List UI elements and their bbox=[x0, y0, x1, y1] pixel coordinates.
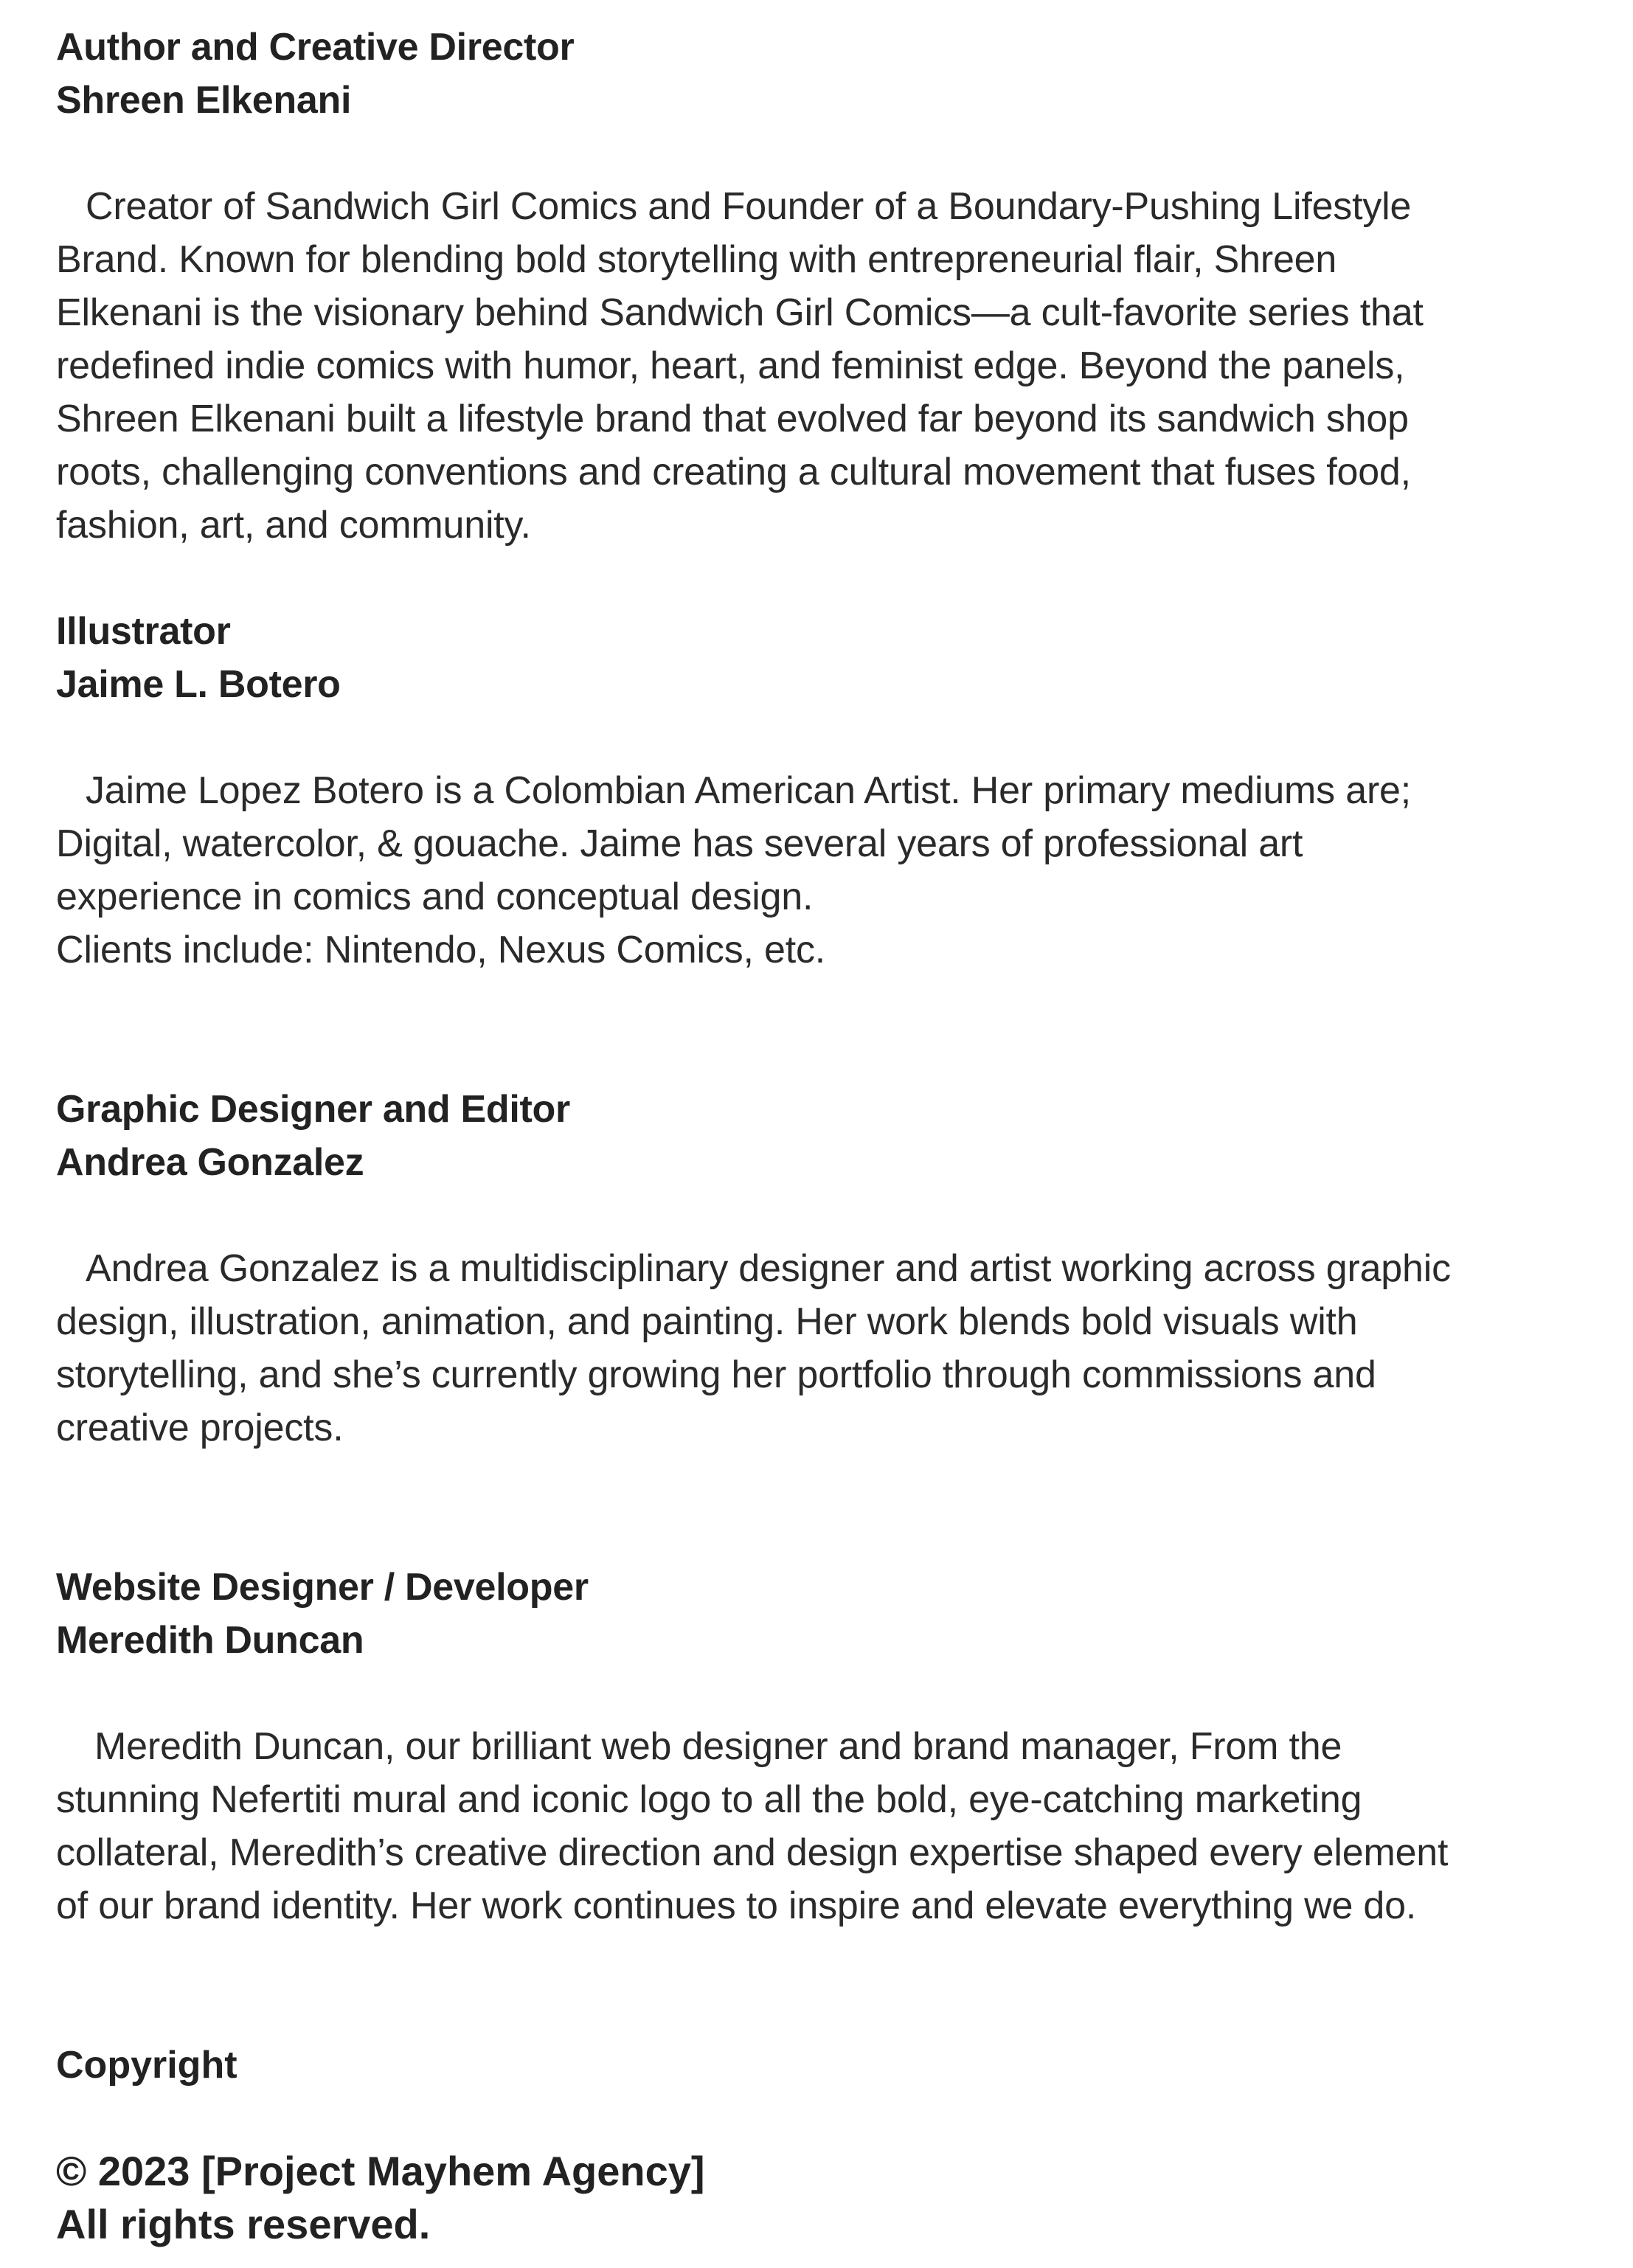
bio-line: Jaime Lopez Botero is a Colombian American Artist. Her primary mediums are; bbox=[86, 769, 1412, 812]
role-title: Author and Creative Director bbox=[56, 26, 575, 69]
bio-line: experience in comics and conceptual design. bbox=[56, 875, 814, 918]
role-title: Website Designer / Developer bbox=[56, 1566, 589, 1609]
bio-line: Andrea Gonzalez is a multidisciplinary designer and artist working across graphic bbox=[86, 1247, 1451, 1290]
copyright-section bbox=[56, 2039, 1590, 2251]
bio-paragraph bbox=[56, 764, 1590, 977]
bio-line: stunning Nefertiti mural and iconic logo to all the bold, eye-catching marketing bbox=[56, 1778, 1362, 1821]
bio-line: Digital, watercolor, & gouache. Jaime has several years of professional art bbox=[56, 822, 1303, 865]
bio-line: fashion, art, and community. bbox=[56, 504, 531, 547]
copyright-title: Copyright bbox=[56, 2044, 238, 2087]
credits-page bbox=[56, 21, 1590, 2251]
credit-section-illustrator bbox=[56, 605, 1590, 977]
bio-paragraph bbox=[56, 1720, 1590, 1932]
credit-section-web-designer bbox=[56, 1561, 1590, 1932]
person-name: Jaime L. Botero bbox=[56, 663, 341, 706]
rights-reserved: All rights reserved. bbox=[56, 2201, 431, 2247]
copyright-notice: © 2023 [Project Mayhem Agency] bbox=[56, 2148, 705, 2194]
bio-line: roots, challenging conventions and creating a cultural movement that fuses food, bbox=[56, 451, 1411, 493]
bio-line: redefined indie comics with humor, heart, and feminist edge. Beyond the panels, bbox=[56, 344, 1405, 387]
credit-section-graphic-designer bbox=[56, 1083, 1590, 1454]
bio-line: storytelling, and she’s currently growing her portfolio through commissions and bbox=[56, 1353, 1376, 1396]
bio-paragraph bbox=[56, 180, 1590, 552]
role-title: Illustrator bbox=[56, 610, 231, 653]
bio-line: Shreen Elkenani built a lifestyle brand that evolved far beyond its sandwich shop bbox=[56, 398, 1409, 440]
bio-line: Brand. Known for blending bold storytelling with entrepreneurial flair, Shreen bbox=[56, 238, 1337, 281]
person-name: Shreen Elkenani bbox=[56, 79, 352, 122]
bio-line: of our brand identity. Her work continues to inspire and elevate everything we do. bbox=[56, 1884, 1417, 1927]
person-name: Meredith Duncan bbox=[56, 1619, 364, 1662]
bio-line: creative projects. bbox=[56, 1407, 344, 1449]
bio-line: Meredith Duncan, our brilliant web designer and brand manager, From the bbox=[94, 1725, 1342, 1768]
bio-line: collateral, Meredith’s creative direction and design expertise shaped every element bbox=[56, 1831, 1449, 1874]
bio-line: Clients include: Nintendo, Nexus Comics, etc. bbox=[56, 929, 826, 971]
bio-line: design, illustration, animation, and painting. Her work blends bold visuals with bbox=[56, 1300, 1358, 1343]
bio-line: Elkenani is the visionary behind Sandwich Girl Comics—a cult-favorite series that bbox=[56, 291, 1424, 334]
bio-paragraph bbox=[56, 1242, 1590, 1454]
role-title: Graphic Designer and Editor bbox=[56, 1088, 570, 1131]
credit-section-author bbox=[56, 21, 1590, 552]
person-name: Andrea Gonzalez bbox=[56, 1141, 364, 1184]
bio-line: Creator of Sandwich Girl Comics and Founder of a Boundary-Pushing Lifestyle bbox=[86, 185, 1412, 228]
